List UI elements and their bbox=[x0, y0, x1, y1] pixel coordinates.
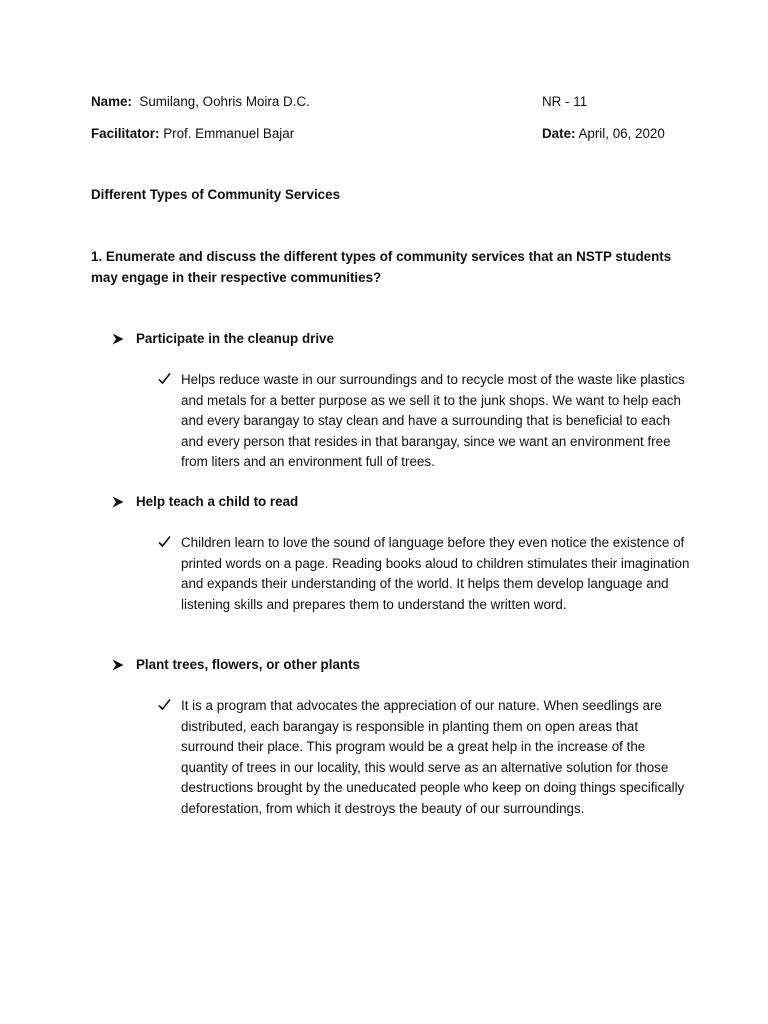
checkmark-icon bbox=[158, 372, 171, 385]
arrowhead-bullet-icon bbox=[112, 496, 124, 508]
question-text: 1. Enumerate and discuss the different types of community services that an NSTP students may engage in their respective communities? bbox=[91, 249, 672, 285]
facilitator-label: Facilitator: bbox=[91, 126, 160, 141]
section-code: NR - 11 bbox=[542, 94, 588, 109]
facilitator-value: Prof. Emmanuel Bajar bbox=[163, 126, 295, 141]
date-line bbox=[542, 124, 665, 144]
document-title: Different Types of Community Services bbox=[91, 187, 341, 202]
header-row-name bbox=[91, 92, 681, 112]
section-detail bbox=[112, 533, 691, 615]
date-label: Date: bbox=[542, 126, 576, 141]
section-heading-label: Help teach a child to read bbox=[136, 494, 299, 509]
section-teach-child-read bbox=[112, 492, 692, 615]
section-heading bbox=[112, 655, 692, 675]
checkmark-icon bbox=[158, 535, 171, 548]
section-heading-label: Plant trees, flowers, or other plants bbox=[136, 657, 360, 672]
checkmark-icon bbox=[158, 698, 171, 711]
section-heading bbox=[112, 492, 692, 512]
date-value: April, 06, 2020 bbox=[578, 126, 665, 141]
arrowhead-bullet-icon bbox=[112, 659, 124, 671]
name-label: Name: bbox=[91, 94, 132, 109]
name-line bbox=[91, 92, 310, 112]
facilitator-line bbox=[91, 124, 294, 144]
section-cleanup-drive bbox=[112, 329, 692, 473]
name-value: Sumilang, Oohris Moira D.C. bbox=[139, 94, 310, 109]
header-row-facilitator bbox=[91, 124, 681, 144]
section-plant-trees bbox=[112, 655, 692, 820]
arrowhead-bullet-icon bbox=[112, 333, 124, 345]
section-detail-text: Helps reduce waste in our surroundings and to recycle most of the waste like plastics and metals for a better purpose as we sell it to the junk shops. We want to help each and every barangay to stay clean and have a surrounding that is beneficial to each and every person that resides in that barangay, since we want an environment free from liters and an environment full of trees. bbox=[181, 372, 685, 470]
section-heading-label: Participate in the cleanup drive bbox=[136, 331, 334, 346]
section-detail-text: It is a program that advocates the appreciation of our nature. When seedlings are distributed, each barangay is responsible in planting them on open areas that surround their place. This program would be a great help in the increase of the quantity of trees in our locality, this would serve as an alternative solution for those destructions brought by the uneducated people who keep on doing things specifically deforestation, from which it destroys the beauty of our surroundings. bbox=[181, 698, 685, 816]
section-detail bbox=[112, 696, 691, 820]
section-detail bbox=[112, 370, 691, 473]
section-detail-text: Children learn to love the sound of language before they even notice the existence of printed words on a page. Reading books aloud to children stimulates their imagination and expands their understanding of the world. It helps them develop language and listening skills and prepares them to understand the written word. bbox=[181, 535, 690, 612]
section-heading bbox=[112, 329, 692, 349]
